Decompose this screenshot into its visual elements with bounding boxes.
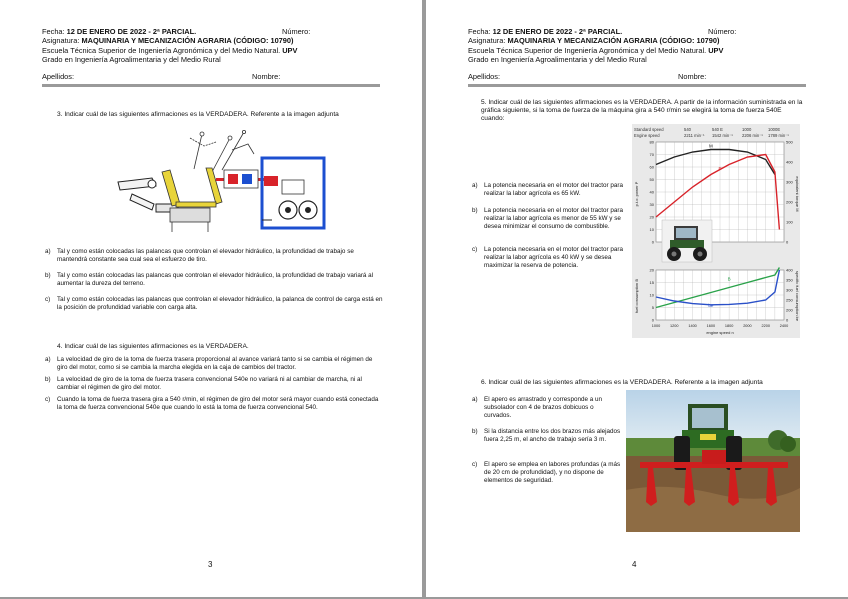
option-text: La potencia necesaria en el motor del tractor para realizar la labor agrícola es menor de 55 kW y se desea minimizar el consumo de combustible. bbox=[484, 207, 623, 230]
option-letter: b) bbox=[45, 272, 51, 279]
fecha-value: 12 DE ENERO DE 2022 - 2ª PARCIAL. bbox=[66, 27, 197, 36]
x-tick-label: 1400 bbox=[688, 324, 697, 328]
asignatura-value: MAQUINARIA Y MECANIZACIÓN AGRARIA (CÓDIGO: 10790) bbox=[81, 36, 294, 46]
fecha-label: Fecha: bbox=[468, 27, 493, 36]
option-letter: c) bbox=[472, 246, 478, 253]
option-text: Tal y como están colocadas las palancas que controlan el elevador hidráulico, la profundidad de trabajo se mantendrá constante sea cual sea el esfuerzo de tiro. bbox=[57, 248, 354, 263]
y-tick-right: 400 bbox=[786, 159, 793, 165]
q5-option-b[interactable] bbox=[472, 207, 624, 231]
asignatura-label: Asignatura: bbox=[42, 36, 82, 46]
option-letter: b) bbox=[472, 428, 478, 435]
fecha-value: 12 DE ENERO DE 2022 - 2ª PARCIAL. bbox=[492, 27, 623, 36]
q6-title: 6. Indicar cuál de las siguientes afirmaciones es la VERDADERA. Referente a la imagen adjunta bbox=[481, 379, 763, 386]
option-text: La velocidad de giro de la toma de fuerza trasera proporcional al avance variará tanto si se cambia el régimen de giro del motor, como si se cambia la marcha elegida en la caja de cambios del tractor. bbox=[57, 356, 373, 371]
y-tick-right: 400 bbox=[786, 267, 793, 273]
option-letter: a) bbox=[472, 396, 478, 403]
option-text: Tal y como están colocadas las palancas que controlan el elevador hidráulico, la profundidad de trabajo variará al aumentar la dureza del terreno. bbox=[57, 272, 374, 287]
option-letter: a) bbox=[45, 356, 51, 363]
y-tick-left: 15 bbox=[649, 279, 654, 285]
option-text: El apero se emplea en labores profundas (a más de 20 cm de profundidad), y no dispone de elementos de seguridad. bbox=[484, 461, 621, 484]
q6-option-a[interactable] bbox=[472, 396, 622, 420]
y-tick-right: 250 bbox=[786, 297, 793, 303]
y-tick-left: 40 bbox=[649, 189, 654, 195]
nombre-label: Nombre: bbox=[678, 72, 707, 81]
y-tick-left: 5 bbox=[651, 304, 654, 310]
apellidos-row bbox=[42, 72, 382, 81]
tractor-subsoiler-photo bbox=[626, 390, 800, 532]
grado-text: Grado en Ingeniería Agroalimentaria y del Medio Rural bbox=[42, 55, 221, 65]
x-tick-label: 1600 bbox=[706, 324, 716, 328]
x-tick-label: 2200 bbox=[761, 324, 770, 328]
numero-label: Número: bbox=[708, 27, 737, 36]
x-tick-label: 1000 bbox=[651, 324, 661, 328]
y-axis-title-left: p.t.o. power P bbox=[634, 181, 639, 207]
chart-header-label: Standard speed bbox=[634, 127, 664, 132]
q3-option-b[interactable] bbox=[45, 272, 383, 288]
chart-header-value: 540 bbox=[684, 127, 691, 132]
y-tick-right: 350 bbox=[786, 277, 793, 283]
y-tick-left: 30 bbox=[649, 201, 654, 207]
y-tick-right: 100 bbox=[786, 219, 793, 225]
x-tick-label: 2000 bbox=[743, 324, 752, 328]
q3-title: 3. Indicar cuál de las siguientes afirmaciones es la VERDADERA. Referente a la imagen adjunta bbox=[57, 111, 339, 118]
tractor-photo bbox=[662, 220, 712, 262]
series-M-label: M bbox=[708, 143, 713, 149]
page-number: 4 bbox=[632, 560, 637, 569]
series-be-label: be bbox=[708, 303, 714, 308]
nombre-label: Nombre: bbox=[252, 72, 281, 81]
q4-title: 4. Indicar cuál de las siguientes afirmaciones es la VERDADERA. bbox=[57, 343, 249, 350]
q4-option-c[interactable] bbox=[45, 396, 383, 412]
q4-option-a[interactable] bbox=[45, 356, 383, 372]
exam-header bbox=[42, 27, 382, 65]
q6-option-b[interactable] bbox=[472, 428, 622, 444]
option-letter: c) bbox=[45, 396, 51, 403]
page-4 bbox=[426, 0, 848, 597]
chart-header-value: 1542 min⁻¹ bbox=[712, 133, 733, 138]
option-letter: a) bbox=[45, 248, 51, 255]
escuela-upv: UPV bbox=[282, 45, 298, 55]
asignatura-label: Asignatura: bbox=[468, 36, 508, 46]
chart-header-value: 1000 bbox=[742, 127, 752, 132]
option-text: Tal y como están colocadas las palancas que controlan el elevador hidráulico, la palanca de control de carga está en la posición de profundidad variable con carga alta. bbox=[57, 296, 383, 311]
grado-text: Grado en Ingeniería Agroalimentaria y del Medio Rural bbox=[468, 55, 647, 65]
x-axis-title: engine speed n bbox=[706, 330, 734, 335]
option-text: El apero es arrastrado y corresponde a un subsolador con 4 de brazos dobicuos o curvados. bbox=[484, 396, 602, 419]
y-tick-right: 500 bbox=[786, 139, 793, 145]
asignatura-value: MAQUINARIA Y MECANIZACIÓN AGRARIA (CÓDIGO: 10790) bbox=[507, 36, 720, 46]
hydraulic-lift-diagram bbox=[112, 124, 332, 236]
y-tick-right: 0 bbox=[786, 317, 789, 323]
y-tick-right: 200 bbox=[786, 307, 793, 313]
exam-header bbox=[468, 27, 808, 65]
x-tick-label: 2400 bbox=[779, 324, 789, 328]
option-text: La velocidad de giro de la toma de fuerza trasera convencional 540e no variará ni al cambiar de marcha, ni al cambiar el régimen de giro del motor. bbox=[57, 376, 362, 391]
q3-option-c[interactable] bbox=[45, 296, 383, 312]
q6-option-c[interactable] bbox=[472, 461, 622, 485]
y-tick-right: 200 bbox=[786, 199, 793, 205]
q5-option-a[interactable] bbox=[472, 182, 624, 198]
apellidos-label: Apellidos: bbox=[468, 72, 501, 81]
y-tick-right: 0 bbox=[786, 239, 789, 245]
y-tick-left: 20 bbox=[649, 267, 654, 273]
numero-label: Número: bbox=[282, 27, 311, 36]
x-tick-label: 1800 bbox=[724, 324, 734, 328]
x-tick-label: 1200 bbox=[670, 324, 679, 328]
fecha-label: Fecha: bbox=[42, 27, 67, 36]
chart-header-value: 1000E bbox=[768, 127, 781, 132]
q3-option-a[interactable] bbox=[45, 248, 383, 264]
y-tick-right: 300 bbox=[786, 287, 793, 293]
header-divider bbox=[468, 84, 806, 87]
q5-title: 5. Indicar cuál de las siguientes afirmaciones es la VERDADERA. A partir de la información suministrada en la gráfica siguiente, si la toma de fuerza de la máquina gira a 540 r/min se elegirá la toma de fuerza 540E cuando: bbox=[481, 99, 803, 122]
chart-header-value: 2211 min⁻¹ bbox=[684, 133, 705, 138]
y-tick-left: 60 bbox=[649, 164, 654, 170]
option-text: La potencia necesaria en el motor del tractor para realizar la labor agrícola es 40 kW y se desea maximizar la reserva de potencia. bbox=[484, 246, 623, 269]
chart-header-value: 1789 min⁻¹ bbox=[768, 133, 789, 138]
y-tick-left: 0 bbox=[651, 239, 654, 245]
option-letter: b) bbox=[45, 376, 51, 383]
page-number: 3 bbox=[208, 560, 213, 569]
y-axis-title-right: specific fuel consumption be bbox=[795, 270, 800, 322]
header-divider bbox=[42, 84, 380, 87]
option-letter: c) bbox=[472, 461, 478, 468]
y-tick-left: 20 bbox=[649, 214, 654, 220]
chart-header-label: Engine speed bbox=[634, 133, 660, 138]
option-text: Si la distancia entre los dos brazos más alejados fuera 2,25 m, el ancho de trabajo sería 3 m. bbox=[484, 428, 621, 443]
y-tick-left: 0 bbox=[651, 317, 654, 323]
series-P-label: P bbox=[718, 166, 722, 171]
chart-header-value: 2206 min⁻¹ bbox=[742, 133, 763, 138]
y-tick-left: 70 bbox=[649, 151, 654, 157]
y-tick-left: 10 bbox=[649, 292, 654, 298]
escuela-text: Escuela Técnica Superior de Ingeniería Agronómica y del Medio Natural. bbox=[468, 45, 707, 55]
engine-performance-chart bbox=[632, 124, 800, 338]
escuela-text: Escuela Técnica Superior de Ingeniería Agronómica y del Medio Natural. bbox=[42, 45, 281, 55]
option-letter: b) bbox=[472, 207, 478, 214]
bottom-plot bbox=[634, 267, 800, 322]
option-letter: a) bbox=[472, 182, 478, 189]
chart-header-value: 540 E bbox=[712, 127, 723, 132]
escuela-upv: UPV bbox=[708, 45, 724, 55]
y-axis-title-left: fuel consumption B bbox=[634, 278, 639, 314]
page-3 bbox=[0, 0, 422, 597]
y-tick-left: 50 bbox=[649, 176, 654, 182]
q5-option-c[interactable] bbox=[472, 246, 624, 270]
option-text: Cuando la toma de fuerza trasera gira a 540 r/min, el régimen de giro del motor será mayor cuando está conectada la toma de fuerza convencional 540e que cuando lo está la toma de fuerza convencional 540. bbox=[57, 396, 379, 411]
apellidos-label: Apellidos: bbox=[42, 72, 75, 81]
y-tick-right: 300 bbox=[786, 179, 793, 185]
y-tick-left: 10 bbox=[649, 226, 654, 232]
y-axis-title-right: equivalent torque M bbox=[795, 176, 800, 212]
q4-option-b[interactable] bbox=[45, 376, 383, 392]
series-B-label: B bbox=[727, 276, 731, 282]
y-tick-left: 80 bbox=[649, 139, 654, 145]
top-plot bbox=[634, 139, 800, 244]
option-text: La potencia necesaria en el motor del tractor para realizar la labor agrícola es 65 kW. bbox=[484, 182, 623, 197]
apellidos-row bbox=[468, 72, 808, 81]
option-letter: c) bbox=[45, 296, 51, 303]
